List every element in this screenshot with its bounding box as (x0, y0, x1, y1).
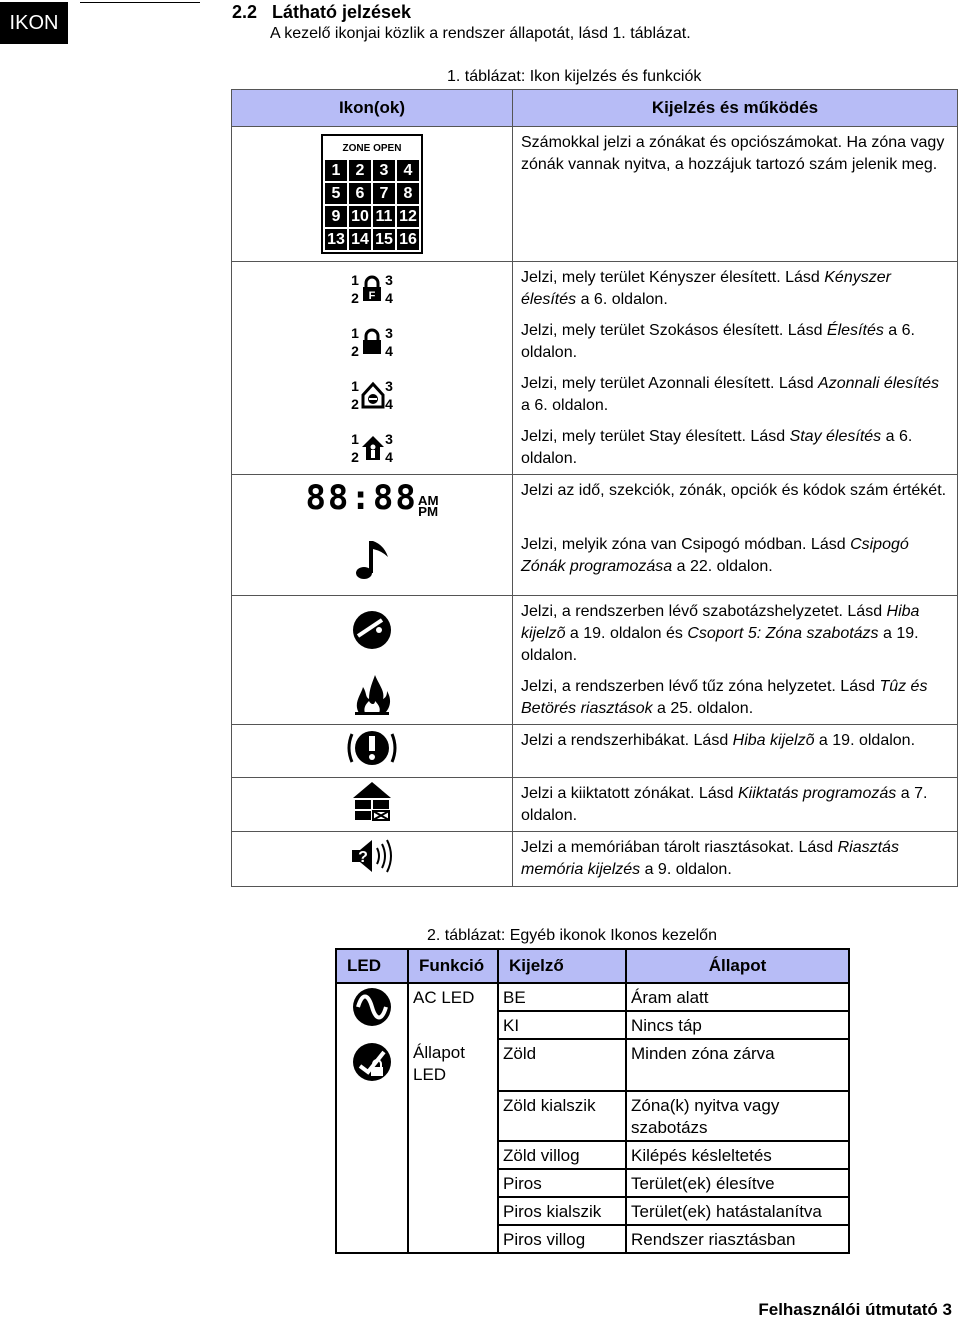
stay-arm-icon (232, 421, 513, 475)
state-cell: Rendszer riasztásban (626, 1225, 849, 1253)
warning-circle-icon (344, 728, 400, 768)
zone-cell: 9 (325, 206, 347, 227)
display-cell: BE (498, 983, 626, 1011)
display-cell: Zöld kialszik (498, 1091, 626, 1141)
fire-desc: Jelzi, a rendszerben lévő tűz zóna helyzetet. Lásd Tûz és Betörés riasztások a 25. oldalon. (513, 671, 958, 725)
state-cell: Kilépés késleltetés (626, 1141, 849, 1169)
clock-am: AM (417, 493, 439, 508)
zone-cell: 4 (397, 160, 419, 181)
area-number: 1 (351, 378, 359, 394)
state-cell: Nincs táp (626, 1011, 849, 1039)
memory-icon (232, 832, 513, 887)
fire-icon (232, 671, 513, 725)
area-number: 3 (385, 325, 393, 341)
area-number: 4 (385, 449, 393, 465)
area-number: 2 (351, 449, 359, 465)
area-number: 3 (385, 378, 393, 394)
section-heading (232, 2, 411, 23)
area-number: 2 (351, 290, 359, 306)
force-arm-icon (232, 262, 513, 316)
regular-arm-icon (232, 315, 513, 368)
zone-cell: 14 (349, 229, 371, 250)
bypass-house-icon (351, 780, 393, 822)
chime-desc: Jelzi, melyik zóna van Csipogó módban. Lásd Csipogó Zónák programozása a 22. oldalon. (513, 529, 958, 596)
svg-text:?: ? (358, 848, 368, 866)
zone-cell: 7 (373, 183, 395, 204)
instant-arm-desc: Jelzi, mely terület Azonnali élesített. Lásd Azonnali élesítés a 6. oldalon. (513, 368, 958, 421)
section-intro: A kezelő ikonjai közlik a rendszer állapotát, lásd 1. táblázat. (270, 25, 691, 42)
trouble-icon (232, 725, 513, 778)
area-number: 1 (351, 272, 359, 288)
lock-open-icon (361, 275, 383, 303)
top-rule (80, 2, 200, 3)
status-lock-icon (352, 1042, 392, 1082)
section-number: 2.2 (232, 2, 258, 22)
zone-cell: 8 (397, 183, 419, 204)
area-number: 2 (351, 396, 359, 412)
speaker-question-icon (350, 836, 394, 876)
led-table (335, 948, 850, 1254)
zone-cell: 13 (325, 229, 347, 250)
area-number: 2 (351, 343, 359, 359)
house-minus-icon (361, 381, 385, 409)
zone-cell: 6 (349, 183, 371, 204)
display-cell: Zöld (498, 1039, 626, 1091)
clock-display-icon (232, 475, 513, 530)
svg-text:F: F (368, 290, 376, 302)
display-cell: KI (498, 1011, 626, 1039)
zone-cell: 10 (349, 206, 371, 227)
clock-desc: Jelzi az idő, szekciók, zónák, opciók és kódok szám értékét. (513, 475, 958, 530)
instant-arm-icon (232, 368, 513, 421)
stay-arm-desc: Jelzi, mely terület Stay élesített. Lásd Stay élesítés a 6. oldalon. (513, 421, 958, 475)
tamper-circle-icon (352, 610, 392, 650)
house-person-icon (361, 434, 385, 462)
lock-icon (361, 328, 383, 356)
zone-cell: 11 (373, 206, 395, 227)
trouble-desc: Jelzi a rendszerhibákat. Lásd Hiba kijelzõ a 19. oldalon. (513, 725, 958, 778)
col-icons: Ikon(ok) (232, 90, 513, 127)
zone-open-title: ZONE OPEN (342, 143, 402, 154)
zone-cell: 15 (373, 229, 395, 250)
zone-cell: 3 (373, 160, 395, 181)
chime-icon (232, 529, 513, 596)
state-cell: Terület(ek) élesítve (626, 1169, 849, 1197)
ac-wave-icon (352, 987, 392, 1027)
state-cell: Terület(ek) hatástalanítva (626, 1197, 849, 1225)
ac-led-func: AC LED (408, 983, 498, 1039)
area-number: 3 (385, 272, 393, 288)
zone-grid (321, 134, 423, 254)
zone-cell: 1 (325, 160, 347, 181)
area-number: 3 (385, 431, 393, 447)
zone-open-icon (232, 127, 513, 262)
memory-desc: Jelzi a memóriában tárolt riasztásokat. Lásd Riasztás memória kijelzés a 9. oldalon. (513, 832, 958, 887)
music-note-icon (354, 537, 390, 581)
regular-arm-desc: Jelzi, mely terület Szokásos élesített. Lásd Élesítés a 6. oldalon. (513, 315, 958, 368)
display-cell: Piros villog (498, 1225, 626, 1253)
table1-caption: 1. táblázat: Ikon kijelzés és funkciók (447, 68, 702, 85)
col-function: Funkció (408, 949, 498, 983)
zone-cell: 16 (397, 229, 419, 250)
status-led-icon (336, 1039, 408, 1253)
state-cell: Minden zóna zárva (626, 1039, 849, 1091)
tamper-icon (232, 596, 513, 672)
zone-cell: 5 (325, 183, 347, 204)
status-led-func: Állapot LED (408, 1039, 498, 1253)
state-cell: Zóna(k) nyitva vagy szabotázs (626, 1091, 849, 1141)
col-desc: Kijelzés és működés (513, 90, 958, 127)
section-title: Látható jelzések (272, 2, 412, 22)
area-number: 1 (351, 325, 359, 341)
area-number: 4 (385, 396, 393, 412)
bypass-icon (232, 778, 513, 832)
state-cell: Áram alatt (626, 983, 849, 1011)
bypass-desc: Jelzi a kiiktatott zónákat. Lásd Kiiktatás programozás a 7. oldalon. (513, 778, 958, 832)
area-number: 4 (385, 290, 393, 306)
ac-led-icon (336, 983, 408, 1039)
area-number: 1 (351, 431, 359, 447)
icon-table (231, 89, 958, 887)
table2-caption: 2. táblázat: Egyéb ikonok Ikonos kezelőn (427, 927, 717, 944)
tab-label: IKON (0, 2, 68, 44)
display-cell: Piros (498, 1169, 626, 1197)
col-state: Állapot (626, 949, 849, 983)
display-cell: Zöld villog (498, 1141, 626, 1169)
col-display: Kijelző (498, 949, 626, 983)
page-footer: Felhasználói útmutató 3 (758, 1300, 952, 1319)
tamper-desc: Jelzi, a rendszerben lévő szabotázshelyzetet. Lásd Hiba kijelzõ a 19. oldalon és Csoport 5: Zóna szabotázs a 19. oldalon. (513, 596, 958, 672)
force-arm-desc: Jelzi, mely terület Kényszer élesített. Lásd Kényszer élesítés a 6. oldalon. (513, 262, 958, 316)
area-number: 4 (385, 343, 393, 359)
flame-icon (353, 673, 391, 715)
col-led: LED (336, 949, 408, 983)
zone-cell: 2 (349, 160, 371, 181)
display-cell: Piros kialszik (498, 1197, 626, 1225)
zone-cell: 12 (397, 206, 419, 227)
zones-desc: Számokkal jelzi a zónákat és opciószámokat. Ha zóna vagy zónák vannak nyitva, a hozzájuk tartozó szám jelenik meg. (513, 127, 958, 262)
clock-pm: PM (418, 504, 439, 519)
clock-digits: 88:88 (305, 478, 418, 518)
